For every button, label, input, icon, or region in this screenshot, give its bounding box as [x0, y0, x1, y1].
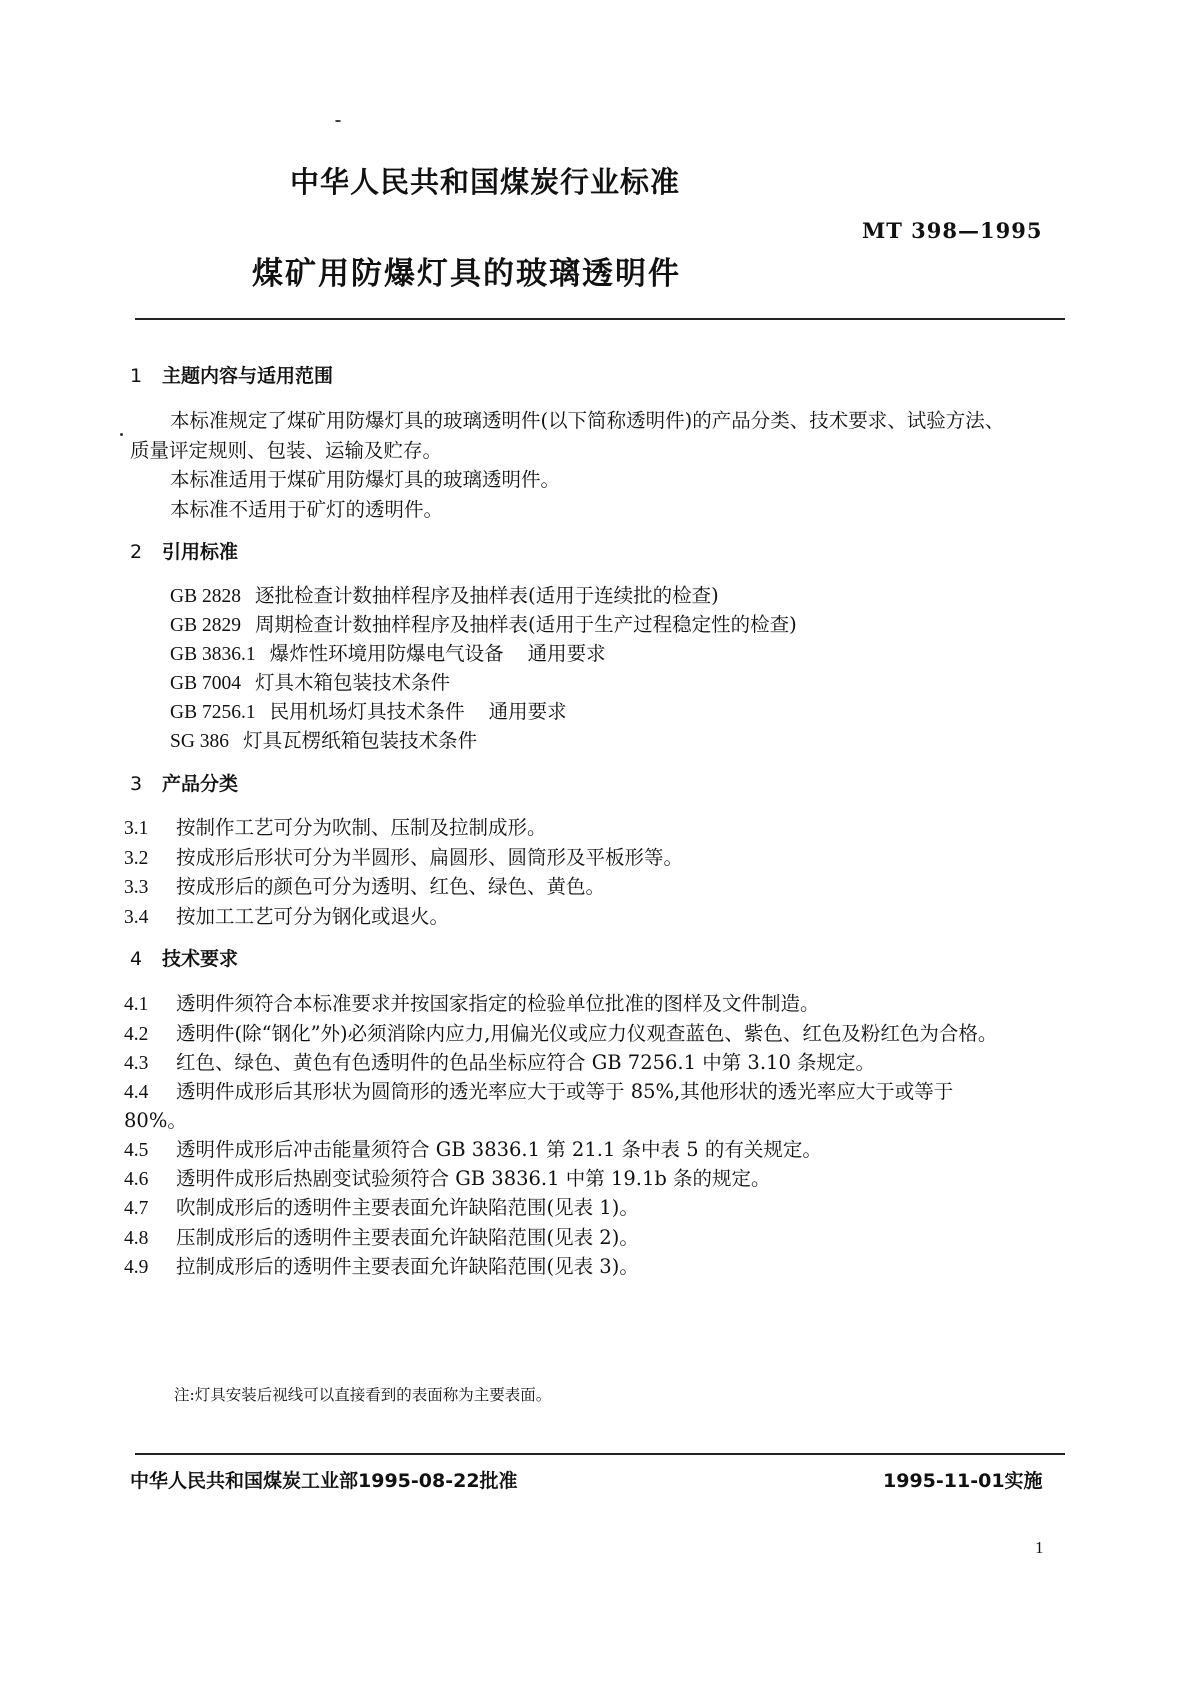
clause-number: 4.2 — [124, 1024, 149, 1045]
clause-text: 透明件成形后其形状为圆筒形的透光率应大于或等于 85%,其他形状的透光率应大于或等于 — [176, 1080, 954, 1103]
section-number: 3 — [130, 773, 143, 795]
clause-number: 4.1 — [124, 994, 149, 1015]
section-2-heading — [130, 537, 238, 564]
reference-code: SG 386 — [170, 731, 230, 752]
clause-number: 4.7 — [124, 1198, 149, 1219]
document-title: 煤矿用防爆灯具的玻璃透明件 — [252, 256, 681, 292]
standard-number: MT 398—1995 — [862, 218, 1043, 243]
reference-item — [170, 580, 719, 608]
clause-item — [124, 1163, 771, 1191]
section-title: 主题内容与适用范围 — [162, 365, 334, 387]
effective-date: 1995-11-01实施 — [883, 1470, 1043, 1492]
reference-code: GB 2828 — [170, 586, 241, 607]
reference-title: 逐批检查计数抽样程序及抽样表(适用于连续批的检查) — [254, 584, 719, 607]
clause-item — [124, 1047, 875, 1075]
section-3-heading — [130, 769, 238, 796]
paragraph: 本标准适用于煤矿用防爆灯具的玻璃透明件。 — [170, 468, 561, 491]
reference-item — [170, 638, 606, 666]
header-rule — [135, 318, 1065, 320]
section-number: 1 — [130, 365, 143, 387]
clause-text: 压制成形后的透明件主要表面允许缺陷范围(见表 2)。 — [176, 1226, 639, 1249]
clause-text: 透明件成形后冲击能量须符合 GB 3836.1 第 21.1 条中表 5 的有关规定。 — [176, 1138, 822, 1161]
clause-number: 4.8 — [124, 1228, 149, 1249]
reference-code: GB 7004 — [170, 673, 241, 694]
paragraph: 质量评定规则、包装、运输及贮存。 — [130, 439, 443, 462]
standard-category-title: 中华人民共和国煤炭行业标准 — [290, 165, 681, 199]
paragraph: 本标准不适用于矿灯的透明件。 — [170, 498, 444, 521]
section-number: 2 — [130, 541, 143, 563]
clause-text: 透明件须符合本标准要求并按国家指定的检验单位批准的图样及文件制造。 — [176, 992, 820, 1015]
clause-text: 按成形后的颜色可分为透明、红色、绿色、黄色。 — [176, 875, 606, 898]
section-title: 产品分类 — [162, 773, 239, 795]
reference-title: 周期检查计数抽样程序及抽样表(适用于生产过程稳定性的检查) — [254, 613, 797, 636]
footer-rule — [135, 1453, 1065, 1455]
scan-mark — [335, 120, 341, 122]
page-number: 1 — [1035, 1538, 1044, 1557]
clause-text: 透明件成形后热剧变试验须符合 GB 3836.1 中第 19.1b 条的规定。 — [176, 1167, 771, 1190]
clause-number: 4.9 — [124, 1257, 149, 1278]
reference-title: 灯具木箱包装技术条件 — [254, 671, 450, 694]
clause-number: 4.6 — [124, 1169, 149, 1190]
reference-title: 爆炸性环境用防爆电气设备 — [269, 642, 504, 665]
clause-item — [124, 1134, 822, 1162]
clause-number: 4.3 — [124, 1053, 149, 1074]
clause-item — [124, 1251, 639, 1279]
section-4-heading — [130, 944, 238, 971]
clause-text: 拉制成形后的透明件主要表面允许缺陷范围(见表 3)。 — [176, 1255, 639, 1278]
clause-item — [124, 1192, 639, 1220]
clause-item — [124, 1076, 953, 1104]
reference-item — [170, 725, 477, 753]
clause-item — [124, 812, 547, 840]
clause-item — [124, 988, 820, 1016]
clause-continuation: 80%。 — [124, 1109, 187, 1132]
reference-code: GB 7256.1 — [170, 702, 256, 723]
clause-number: 3.1 — [124, 818, 149, 839]
reference-title: 灯具瓦楞纸箱包装技术条件 — [243, 729, 478, 752]
paragraph: 本标准规定了煤矿用防爆灯具的玻璃透明件(以下简称透明件)的产品分类、技术要求、试验方法、 — [170, 409, 1005, 432]
clause-item — [124, 1222, 639, 1250]
section-title: 技术要求 — [162, 948, 239, 970]
reference-item — [170, 609, 797, 637]
clause-number: 4.5 — [124, 1140, 149, 1161]
reference-subtitle: 通用要求 — [527, 642, 606, 665]
clause-item — [124, 871, 605, 899]
section-1-heading — [130, 361, 333, 388]
reference-item — [170, 667, 450, 695]
clause-item — [124, 842, 683, 870]
note: 注:灯具安装后视线可以直接看到的表面称为主要表面。 — [174, 1386, 552, 1404]
clause-item — [124, 901, 449, 929]
clause-number: 3.2 — [124, 848, 149, 869]
clause-text: 吹制成形后的透明件主要表面允许缺陷范围(见表 1)。 — [176, 1196, 639, 1219]
clause-text: 透明件(除“钢化”外)必须消除内应力,用偏光仪或应力仪观查蓝色、紫色、红色及粉红色为合格。 — [176, 1022, 998, 1045]
scan-mark — [120, 433, 123, 436]
clause-text: 按成形后形状可分为半圆形、扁圆形、圆筒形及平板形等。 — [176, 846, 684, 869]
clause-text: 按制作工艺可分为吹制、压制及拉制成形。 — [176, 816, 547, 839]
section-title: 引用标准 — [162, 541, 239, 563]
reference-item — [170, 696, 567, 724]
clause-number: 4.4 — [124, 1082, 149, 1103]
reference-title: 民用机场灯具技术条件 — [269, 700, 465, 723]
reference-code: GB 3836.1 — [170, 644, 256, 665]
issuing-authority: 中华人民共和国煤炭工业部1995-08-22批准 — [130, 1470, 518, 1492]
section-number: 4 — [130, 948, 143, 970]
clause-text: 按加工工艺可分为钢化或退火。 — [176, 905, 450, 928]
clause-text: 红色、绿色、黄色有色透明件的色品坐标应符合 GB 7256.1 中第 3.10 条规定。 — [176, 1051, 876, 1074]
clause-number: 3.4 — [124, 907, 149, 928]
clause-number: 3.3 — [124, 877, 149, 898]
reference-subtitle: 通用要求 — [488, 700, 567, 723]
reference-code: GB 2829 — [170, 615, 241, 636]
clause-item — [124, 1018, 997, 1046]
